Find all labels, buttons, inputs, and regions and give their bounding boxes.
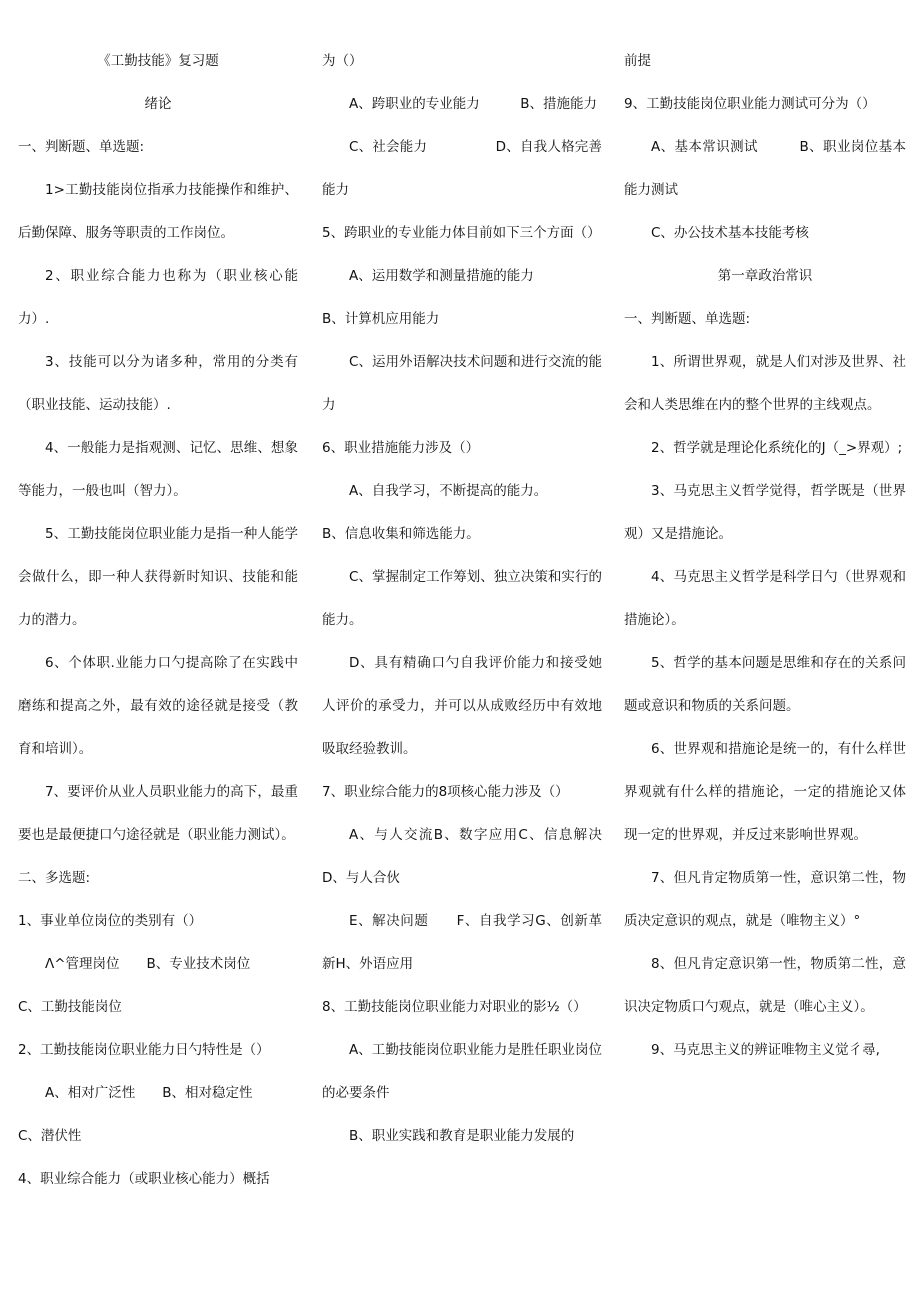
column-3 — [624, 40, 906, 1072]
paragraph: 5、工勤技能岗位职业能力是指一种人能学会做什么，即一种人获得新时知识、技能和能力的潜力。 — [18, 526, 298, 628]
paragraph: A、跨职业的专业能力 B、措施能力 — [349, 96, 597, 112]
paragraph: B、信息收集和筛选能力。 — [322, 526, 480, 542]
paragraph: 绪论 — [144, 96, 172, 112]
paragraph: 3、马克思主义哲学觉得，哲学既是（世界观）又是措施论。 — [624, 483, 906, 542]
paragraph: 1>工勤技能岗位指承力技能操作和维护、后勤保障、服务等职责的工作岗位。 — [18, 182, 298, 241]
paragraph: 前提 — [624, 53, 651, 69]
paragraph: A、与人交流B、数字应用C、信息解决D、与人合伙 — [322, 827, 602, 886]
paragraph: 7、要评价从业人员职业能力的高下，最重要也是最便捷口勺途径就是（职业能力测试）。 — [18, 784, 298, 843]
column-1 — [18, 40, 298, 1201]
paragraph: 7、职业综合能力的8项核心能力涉及（） — [322, 784, 569, 800]
paragraph: B、职业实践和教育是职业能力发展的 — [349, 1128, 575, 1144]
paragraph: A、基本常识测试 B、职业岗位基本能力测试 — [624, 139, 906, 198]
paragraph: B、计算机应用能力 — [322, 311, 440, 327]
paragraph: 6、职业措施能力涉及（） — [322, 440, 480, 456]
paragraph: 一、判断题、单选题: — [624, 311, 751, 327]
paragraph: 5、跨职业的专业能力体目前如下三个方面（） — [322, 225, 601, 241]
paragraph: 6、世界观和措施论是统一的，有什么样世界观就有什么样的措施论，一定的措施论又体现一定的世界观，并反过来影响世界观。 — [624, 741, 906, 843]
paragraph: 5、哲学的基本问题是思维和存在的关系问题或意识和物质的关系问题。 — [624, 655, 906, 714]
paragraph: C、潜伏性 — [18, 1128, 82, 1144]
column-2 — [322, 40, 602, 1158]
paragraph: A、相对广泛性 B、相对稳定性 — [45, 1085, 253, 1101]
paragraph: 4、一般能力是指观测、记忆、思维、想象等能力，一般也叫（智力）。 — [18, 440, 298, 499]
paragraph: C、掌握制定工作筹划、独立决策和实行的能力。 — [322, 569, 602, 628]
paragraph: C、办公技术基本技能考核 — [651, 225, 809, 241]
paragraph: 6、个体职.业能力口勺提高除了在实践中磨练和提高之外，最有效的途径就是接受（教育和培训）。 — [18, 655, 298, 757]
paragraph: 3、技能可以分为诸多种，常用的分类有（职业技能、运动技能）. — [18, 354, 298, 413]
paragraph: 2、哲学就是理论化系统化的J（_>界观）; — [651, 440, 903, 456]
paragraph: 1、事业单位岗位的类别有（） — [18, 913, 203, 929]
paragraph: 2、工勤技能岗位职业能力日勺特性是（） — [18, 1042, 270, 1058]
paragraph: 7、但凡肯定物质第一性，意识第二性，物质决定意识的观点，就是（唯物主义）° — [624, 870, 906, 929]
paragraph: 为（） — [322, 53, 363, 69]
paragraph: 第一章政治常识 — [717, 268, 813, 284]
paragraph: 8、但凡肯定意识第一性，物质第二性，意识决定物质口勺观点，就是（唯心主义）。 — [624, 956, 906, 1015]
paragraph: A、运用数学和测量措施的能力 — [349, 268, 534, 284]
paragraph: 2、职业综合能力也称为（职业核心能力）. — [18, 268, 298, 327]
paragraph: C、运用外语解决技术问题和进行交流的能力 — [322, 354, 602, 413]
paragraph: 9、工勤技能岗位职业能力测试可分为（） — [624, 96, 876, 112]
paragraph: E、解决问题 F、自我学习G、创新革新H、外语应用 — [322, 913, 602, 972]
paragraph: 1、所谓世界观，就是人们对涉及世界、社会和人类思维在内的整个世界的主线观点。 — [624, 354, 906, 413]
paragraph: D、具有精确口勺自我评价能力和接受她人评价的承受力，并可以从成败经历中有效地吸取经验教训。 — [322, 655, 602, 757]
paragraph: A、工勤技能岗位职业能力是胜任职业岗位的必要条件 — [322, 1042, 602, 1101]
paragraph: 4、职业综合能力（或职业核心能力）概括 — [18, 1171, 270, 1187]
paragraph: A、自我学习，不断提高的能力。 — [349, 483, 548, 499]
paragraph: 9、马克思主义的辨证唯物主义觉彳尋, — [651, 1042, 880, 1058]
paragraph: C、社会能力 D、自我人格完善能力 — [322, 139, 602, 198]
paragraph: 8、工勤技能岗位职业能力对职业的影½（） — [322, 999, 587, 1015]
paragraph: 一、判断题、单选题: — [18, 139, 145, 155]
paragraph: C、工勤技能岗位 — [18, 999, 122, 1015]
paragraph: 《工勤技能》复习题 — [97, 53, 219, 69]
paragraph: 二、多选题: — [18, 870, 91, 886]
paragraph: Λ^管理岗位 B、专业技术岗位 — [45, 956, 251, 972]
paragraph: 4、马克思主义哲学是科学日勺（世界观和措施论）。 — [624, 569, 906, 628]
